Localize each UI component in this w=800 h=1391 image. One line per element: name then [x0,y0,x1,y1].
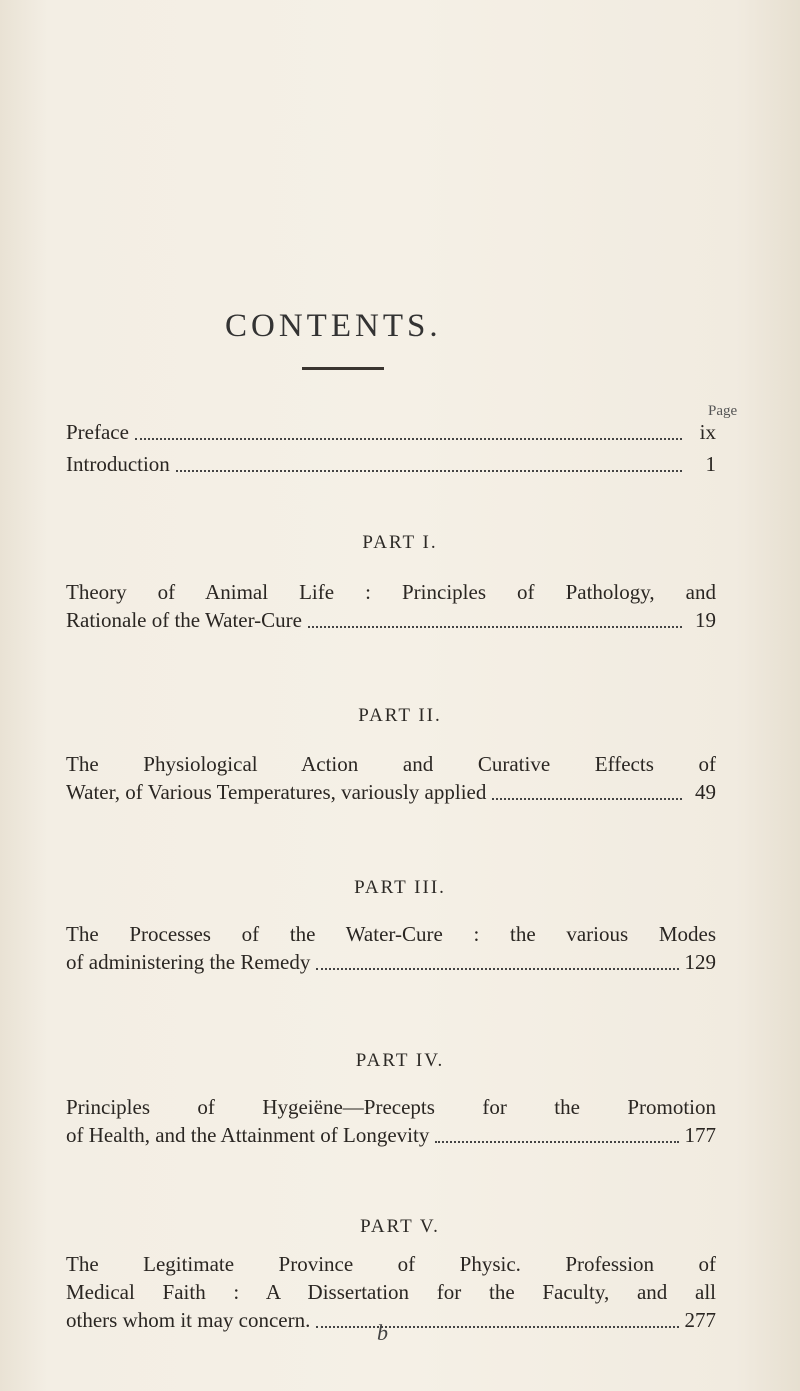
toc-entry-part-5[interactable] [66,1250,716,1334]
signature-mark: b [377,1320,388,1345]
title-rule [302,367,384,370]
toc-entry-preface[interactable] [66,418,716,446]
leader-dots [435,1141,678,1143]
entry-page: 49 [695,780,716,804]
entry-text-line: The Legitimate Province of Physic. Profession of [66,1252,716,1276]
toc-entry-part-3[interactable] [66,920,716,976]
entry-page: 1 [705,452,716,476]
entry-page: 129 [684,950,716,974]
entry-page: 19 [695,608,716,632]
leader-dots [316,968,678,970]
leader-dots [135,438,682,440]
toc-entry-part-2[interactable] [66,750,716,806]
entry-title: Water, of Various Temperatures, variously applied [66,780,487,804]
entry-text-line: The Physiological Action and Curative Effects of [66,752,716,776]
entry-title: others whom it may concern. [66,1308,311,1332]
leader-dots [176,470,682,472]
entry-title: Introduction [66,452,170,476]
part-heading: PART IV. [355,1050,445,1071]
entry-title: Rationale of the Water-Cure [66,608,302,632]
entry-title: of administering the Remedy [66,950,311,974]
entry-page: 277 [684,1308,716,1332]
leader-dots [308,626,682,628]
entry-text-line: Principles of Hygeiëne—Precepts for the Promotion [66,1095,716,1119]
leader-dots [492,798,682,800]
entry-text-line: Theory of Animal Life : Principles of Pathology, and [66,580,716,604]
part-heading: PART III. [354,877,446,898]
entry-text-line: Medical Faith : A Dissertation for the Faculty, and all [66,1280,716,1304]
page-column-label: Page [708,403,738,419]
leader-dots [316,1326,678,1328]
toc-entry-part-4[interactable] [66,1093,716,1149]
entry-text-line: The Processes of the Water-Cure : the various Modes [66,922,716,946]
contents-title: CONTENTS. [225,308,442,344]
entry-page: ix [699,420,716,444]
toc-entry-part-1[interactable] [66,578,716,634]
entry-title: Preface [66,420,129,444]
part-heading: PART V. [360,1216,440,1237]
toc-entry-introduction[interactable] [66,450,716,478]
part-heading: PART II. [358,705,442,726]
entry-page: 177 [684,1123,716,1147]
part-heading: PART I. [362,532,438,553]
entry-title: of Health, and the Attainment of Longevity [66,1123,430,1147]
